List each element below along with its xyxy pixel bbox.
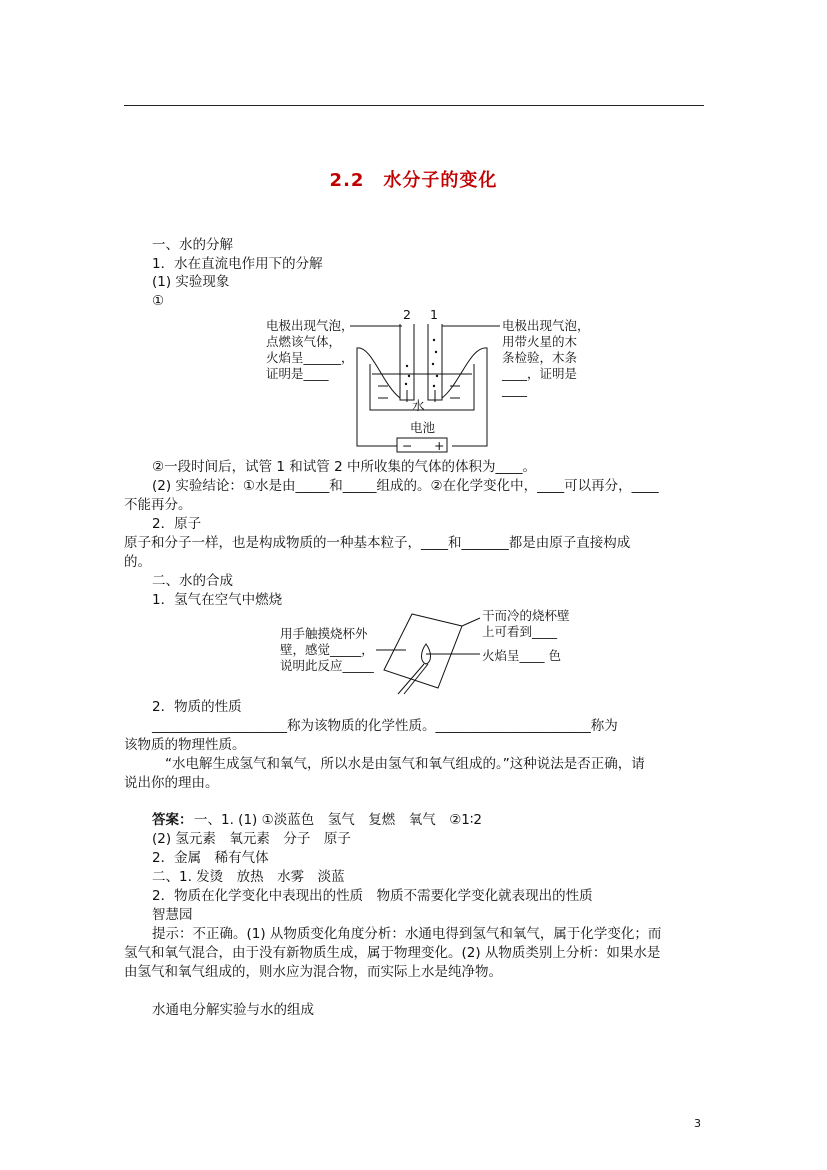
text-line: 2．物质的性质 (152, 699, 242, 715)
section-heading: 一、水的分解 (152, 237, 233, 253)
tube-label: 1 (430, 307, 438, 322)
water-label: 水 (412, 398, 425, 413)
text-line: ____________________称为该物质的化学性质。_______________________称为 (152, 718, 618, 734)
section-heading: 二、水的合成 (152, 573, 233, 589)
battery-sign: − (402, 438, 413, 453)
answer-line: 2．物质在化学变化中表现出的性质 物质不需要化学变化就表现出的性质 (152, 888, 593, 904)
answer-line: 2．金属 稀有气体 (152, 850, 269, 866)
figure-right-label: ____ (502, 382, 527, 397)
text-line: 原子和分子一样，也是构成物质的一种基本粒子，____和_______都是由原子直接构成 (124, 535, 631, 551)
text-line: 不能再分。 (124, 497, 192, 513)
text-line: “水电解生成氢气和氧气，所以水是由氢气和氧气组成的。”这种说法是否正确，请 (165, 756, 645, 772)
text-line: 1．水在直流电作用下的分解 (152, 256, 323, 272)
figure-left-label: 电极出现气泡， (266, 318, 354, 333)
figure-right-label: 电极出现气泡， (502, 318, 590, 333)
electrolysis-figure (262, 306, 602, 458)
battery-sign: + (434, 438, 445, 453)
figure-right-label: ____，证明是 (502, 366, 578, 381)
hydrogen-combustion-figure (276, 606, 596, 696)
answer-line: 由氢气和氧气组成的，则水应为混合物，而实际上水是纯净物。 (124, 964, 502, 980)
text-line: 1．氢气在空气中燃烧 (152, 592, 283, 608)
answer-line: 一、1. (1) ①淡蓝色 氢气 复燃 氧气 ②1∶2 (194, 812, 482, 828)
text-line: ① (152, 293, 165, 309)
answer-line: (2) 氢元素 氧元素 分子 原子 (152, 831, 351, 847)
text-line: (1) 实验现象 (152, 274, 230, 290)
figure-left-label: 用手触摸烧杯外 (280, 626, 368, 641)
text-line: 的。 (124, 554, 151, 570)
answer-line: 提示：不正确。(1) 从物质变化角度分析：水通电得到氢气和氧气，属于化学变化；而 (152, 926, 662, 942)
battery-label: 电池 (410, 420, 436, 435)
section-heading: 智慧园 (152, 907, 193, 923)
answer-line: 二、1. 发烫 放热 水雾 淡蓝 (152, 869, 345, 885)
figure-right-label: 上可看到____ (482, 624, 558, 639)
page-number: 3 (694, 1117, 701, 1130)
text-line: ②一段时间后，试管 1 和试管 2 中所收集的气体的体积为____。 (152, 459, 536, 475)
answers-label: 答案： (152, 812, 193, 828)
header-rule (124, 105, 704, 106)
tube-label: 2 (403, 307, 411, 322)
figure-left-label: 点燃该气体， (266, 334, 342, 349)
figure-right-label: 条检验，木条 (502, 350, 578, 365)
figure-left-label: 壁，感觉_____， (280, 642, 374, 657)
answer-line: 氢气和氧气混合，由于没有新物质生成，属于物理变化。(2) 从物质类别上分析：如果水是 (124, 945, 661, 961)
figure-left-label: 火焰呈______， (266, 350, 354, 365)
figure-right-label: 用带火星的木 (502, 334, 578, 349)
text-line: 该物质的物理性质。 (124, 737, 246, 753)
text-line: (2) 实验结论：①水是由_____和_____组成的。②在化学变化中，____可以再分，____ (152, 478, 659, 494)
text-line: 2．原子 (152, 516, 202, 532)
text-line: 说出你的理由。 (124, 775, 219, 791)
figure-left-label: 证明是____ (266, 366, 329, 381)
figure-left-label: 说明此反应_____ (280, 658, 374, 673)
section-heading: 水通电分解实验与水的组成 (152, 1002, 314, 1018)
figure-right-label: 火焰呈____ 色 (482, 648, 561, 663)
page-title: 2.2 水分子的变化 (329, 170, 498, 191)
figure-right-label: 干而冷的烧杯壁 (482, 608, 570, 623)
